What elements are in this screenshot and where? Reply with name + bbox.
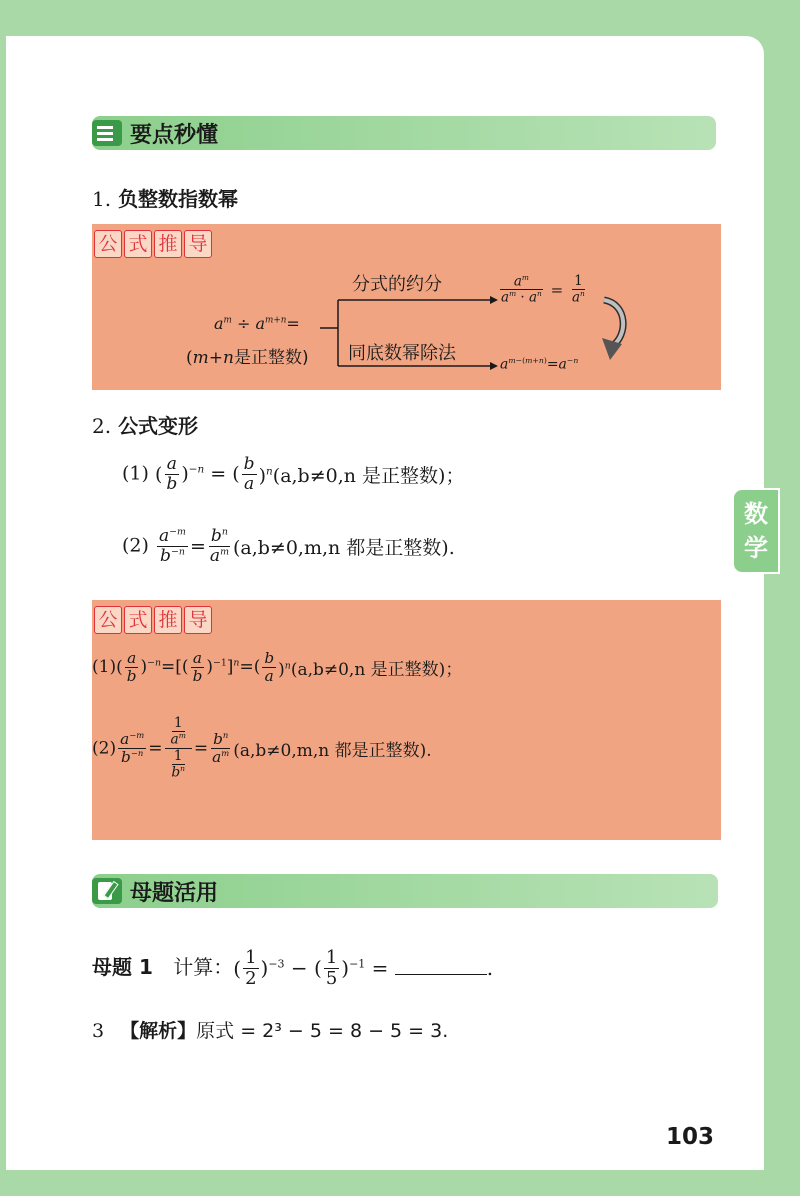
item-heading: 1. 负整数指数幂: [92, 187, 239, 211]
equivalence-arrow-icon: [598, 294, 634, 366]
pencil-icon: [92, 878, 122, 904]
answer-line: 3 【解析】原式 = 2³ − 5 = 8 − 5 = 3.: [92, 1020, 449, 1042]
derivation-left-cond: (m+n是正整数): [186, 348, 309, 368]
page-number: 103: [666, 1124, 715, 1150]
notes-icon: [92, 120, 122, 146]
derivation-formula-1: (1)( $\frac{a}{b}$ )$^{-n}$=[( $\frac{a}{b}$ )$^{-1}$]$^n$=( $\frac{b}{a}$ )$^n$(a,b≠0,n 是正整数)；: [92, 649, 463, 685]
branch-label-top: 分式的约分: [352, 274, 442, 295]
power-division-result: $a^{m-(m+n)}=a^{-n}$: [500, 356, 579, 373]
derivation-badge: 公 式 推 导: [94, 230, 214, 258]
bottom-band: [0, 1170, 800, 1196]
branch-label-bottom: 同底数幂除法: [348, 343, 456, 364]
derivation-badge: 公 式 推 导: [94, 606, 214, 634]
subject-tab[interactable]: [732, 488, 780, 574]
answer-blank[interactable]: [395, 956, 487, 975]
subject-tab-char: 学: [744, 534, 768, 562]
item-heading: 2. 公式变形: [92, 414, 199, 438]
formula-1: (1) ( $\frac{a}{b}$ )$^{-n}$ = ( $\frac{b}{a}$ )$^n$(a,b≠0,n 是正整数)；: [122, 454, 465, 494]
derivation-left-expr: $a^m \div a^{m+n}=$: [214, 314, 300, 333]
reduction-result: $\frac{a^m}{a^m \cdot a^n}$ = $\frac{1}{a^n}$: [501, 273, 585, 306]
formula-2: (2) $\frac{a^{-m}}{b^{-n}}$ = $\frac{b^n}{a^m}$ (a,b≠0,m,n 都是正整数).: [122, 526, 455, 566]
section-header-key-points: [92, 116, 716, 150]
problem-1: 母题 1 计算：( $\frac{1}{2}$ )$^{-3}$ − ( $\frac{1}{5}$ )$^{-1}$ = .: [92, 947, 494, 989]
derivation-formula-2: (2) $\frac{a^{-m}}{b^{-n}}$ = $\frac{\frac{1}{a^m}}{\frac{1}{b^n}}$ = $\frac{b^n}{a^m}$ (a,b≠0,m,n 都是正整数).: [92, 715, 432, 781]
subject-tab-char: 数: [744, 500, 768, 528]
section-title: 母题活用: [130, 880, 219, 906]
section-header-practice: [92, 874, 718, 908]
section-title: 要点秒懂: [130, 122, 219, 148]
